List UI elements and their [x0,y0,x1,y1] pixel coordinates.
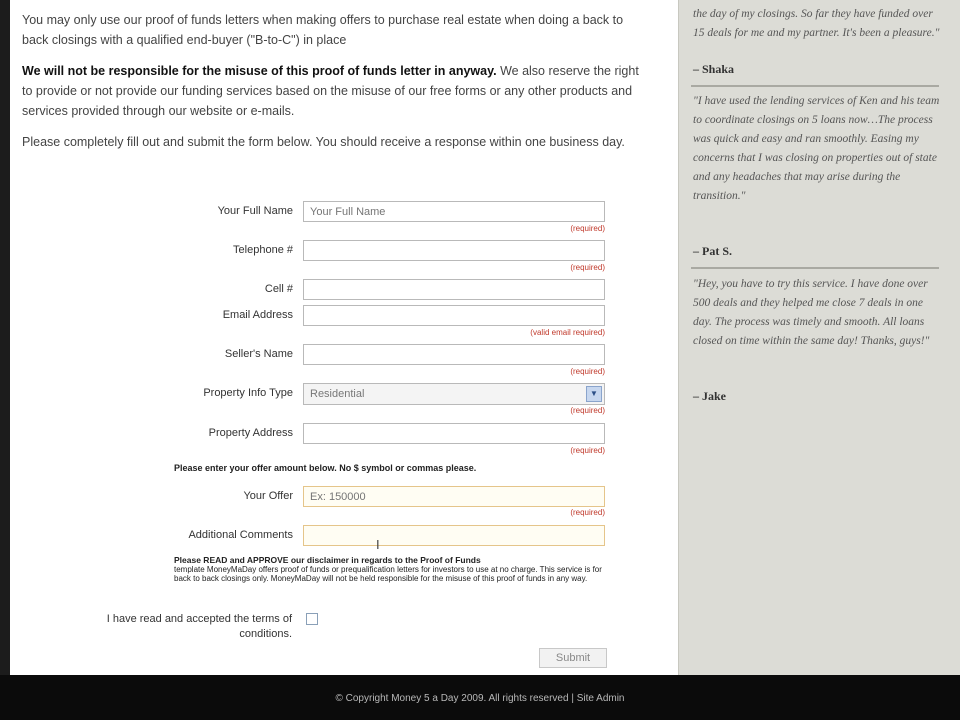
offer-required: (required) [570,508,605,517]
full-name-required: (required) [570,224,605,233]
disclaimer-rest: We also reserve the right to provide or not provide our funding services based on the misuse of our free forms or any other products and services provided through our website or e-mails. [22,64,639,118]
email-input[interactable] [303,305,605,326]
telephone-label: Telephone # [233,244,293,256]
email-required: (valid email required) [530,328,605,337]
footer [0,675,960,720]
testimonials-sidebar [678,0,960,675]
seller-name-input[interactable] [303,344,605,365]
testimonial-author: – Shaka [693,62,735,76]
testimonial-quote: "I have used the lending services of Ken and his team to coordinate closings on 5 loans now…The process was quick and easy and ran smoothly. Easing my concerns that I was closing on properties out of state and any headaches that may arise during the transition." [693,95,940,202]
telephone-required: (required) [570,263,605,272]
disclaimer-title: Please READ and APPROVE our disclaimer in regards to the Proof of Funds [174,555,481,565]
disclaimer-bold: We will not be responsible for the misuse of this proof of funds letter in anyway. [22,64,497,78]
full-name-input[interactable] [303,201,605,222]
cell-input[interactable] [303,279,605,300]
comments-input[interactable] [303,525,605,546]
property-type-value: Residential [310,388,365,400]
chevron-down-icon[interactable]: ▼ [586,386,602,402]
offer-note: Please enter your offer amount below. No $ symbol or commas please. [174,463,477,473]
testimonial-divider [691,85,939,87]
testimonial-quote: "Hey, you have to try this service. I have done over 500 deals and they helped me close 7 deals in one day. The process was timely and smooth. All loans closed on time within the same day! Thanks, guys!" [693,278,930,347]
disclaimer-paragraph [22,61,652,121]
testimonial-author: – Pat S. [693,244,732,258]
testimonial-author: – Jake [693,389,726,403]
testimonial-divider [691,267,939,269]
disclaimer-block [174,556,614,583]
intro-paragraph: You may only use our proof of funds letters when making offers to purchase real estate when doing a back to back closings with a qualified end-buyer ("B-to-C") in place [22,13,624,47]
testimonial-quote: the day of my closings. So far they have funded over 15 deals for me and my partner. It's been a pleasure." [693,8,940,39]
cell-label: Cell # [264,283,293,295]
submit-button[interactable]: Submit [539,648,607,668]
property-type-label: Property Info Type [203,387,293,399]
telephone-input[interactable] [303,240,605,261]
agree-label: I have read and accepted the terms of conditions. [106,613,292,640]
offer-label: Your Offer [243,490,293,502]
disclaimer-text: template MoneyMaDay offers proof of funds or prequalification letters for investors to use at no charge. This service is for back to back closings only. MoneyMaDay will not be held responsible for the misuse of this proof of funds in any way. [174,565,602,583]
text-cursor-icon: I [376,537,380,552]
seller-name-label: Seller's Name [224,348,293,360]
property-type-select[interactable] [303,383,605,405]
main-content [10,0,678,675]
footer-copyright: © Copyright Money 5 a Day 2009. All rights reserved | Site Admin [335,693,625,704]
property-type-required: (required) [570,406,605,415]
agree-checkbox[interactable] [306,613,318,625]
email-label: Email Address [222,309,293,321]
left-frame-bar [0,0,10,675]
property-address-required: (required) [570,446,605,455]
instructions-paragraph: Please completely fill out and submit the form below. You should receive a response within one business day. [22,135,625,149]
full-name-label: Your Full Name [217,205,293,217]
property-address-input[interactable] [303,423,605,444]
offer-input[interactable] [303,486,605,507]
property-address-label: Property Address [208,427,293,439]
seller-name-required: (required) [570,367,605,376]
comments-label: Additional Comments [188,529,293,541]
